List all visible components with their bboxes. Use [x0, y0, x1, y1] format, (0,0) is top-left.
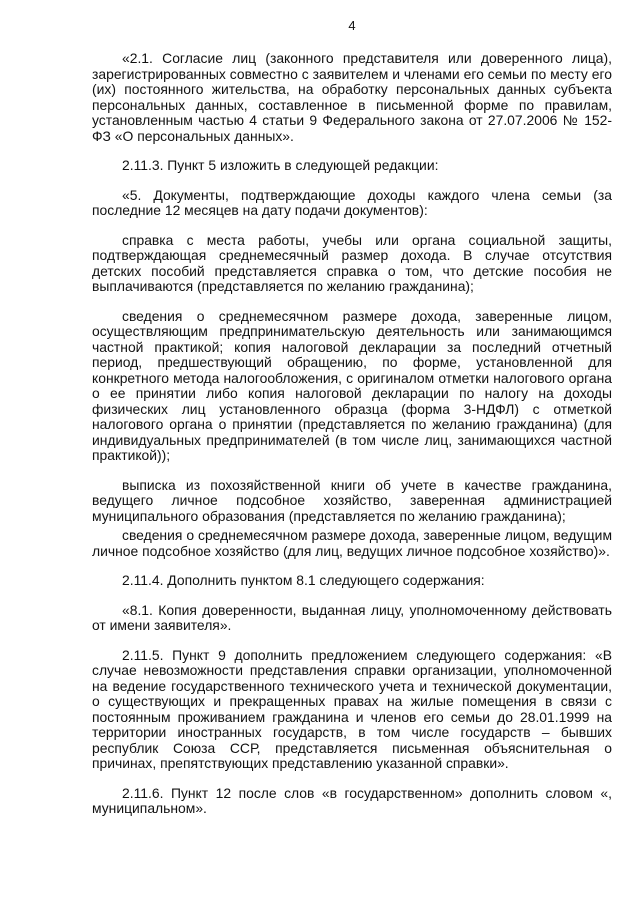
- paragraph-2-11-4: 2.11.4. Дополнить пунктом 8.1 следующего содержания:: [122, 572, 485, 588]
- paragraph-employment-certificate: справка с места работы, учебы или органа социальной защиты, подтверждающая среднемесячный размер дохода. В случае отсутствия детских пособий представляется справка о том, что детские пособия не выплачиваются (представляется по желанию гражданина);: [92, 231, 612, 294]
- paragraph-subsidiary-farming-income: сведения о среднемесячном размере дохода, заверенные лицом, ведущим личное подсобное хозяйство (для лиц, ведущих личное подсобное хозяйство)».: [92, 527, 612, 559]
- paragraph-2-11-3: 2.11.3. Пункт 5 изложить в следующей редакции:: [122, 157, 439, 173]
- paragraph-5-income-documents: «5. Документы, подтверждающие доходы каждого члена семьи (за последние 12 месяцев на дату подачи документов):: [92, 186, 612, 218]
- paragraph-2-1-consent: «2.1. Согласие лиц (законного представителя или доверенного лица), зарегистрированных совместно с заявителем и членами его семьи по месту его (их) постоянного жительства, на обработку персональных данных субъекта персональных данных, составленное в письменной форме по правилам, установленным частью 4 статьи 9 Федерального закона от 27.07.2006 № 152-ФЗ «О персональных данных».: [92, 50, 612, 144]
- paragraph-2-11-6: 2.11.6. Пункт 12 после слов «в государственном» дополнить словом «, муниципальном».: [92, 784, 612, 816]
- paragraph-household-book-extract: выписка из похозяйственной книги об учете в качестве гражданина, ведущего личное подсобное хозяйство, заверенная администрацией муниципального образования (представляется по желанию гражданина);: [92, 476, 612, 524]
- paragraph-entrepreneur-income: сведения о среднемесячном размере дохода, заверенные лицом, осуществляющим предпринимательскую деятельность или занимающимся частной практикой; копия налоговой декларации за последний отчетный период, предшествующий обращению, по форме, установленной для конкретного метода налогообложения, с оригиналом отметки налогового органа о ее принятии либо копия налоговой декларации по налогу на доходы физических лиц установленного образца (форма 3-НДФЛ) с отметкой налогового органа о принятии (представляется по желанию гражданина) (для индивидуальных предпринимателей (в том числе лиц, занимающихся частной практикой));: [92, 307, 612, 463]
- paragraph-2-11-5: 2.11.5. Пункт 9 дополнить предложением следующего содержания: «В случае невозможности представления справки организации, уполномоченной на ведение государственного технического учета и технической документации, о существующих и прекращенных правах на жилые помещения в связи с постоянным проживанием гражданина и членов его семьи до 28.01.1999 на территории иностранных государств, в том числе государств – бывших республик Союза ССР, представляется письменная объяснительная о причинах, препятствующих представлению указанной справки».: [92, 646, 612, 771]
- page-number: 4: [348, 18, 356, 33]
- paragraph-8-1-power-of-attorney: «8.1. Копия доверенности, выданная лицу, уполномоченному действовать от имени заявителя».: [92, 601, 612, 633]
